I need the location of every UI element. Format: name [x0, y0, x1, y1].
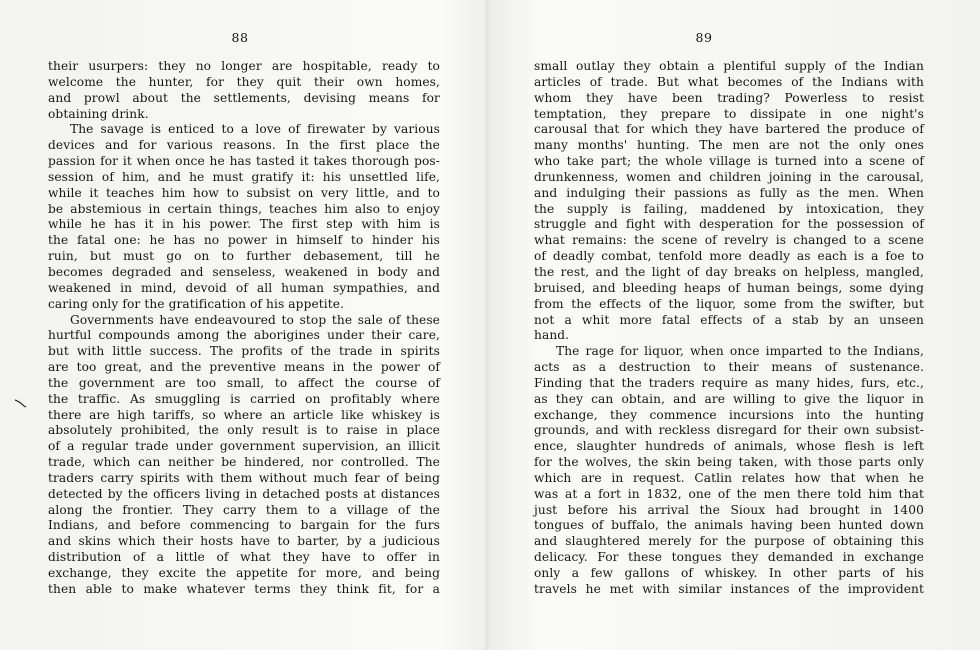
text-line: the fatal one: he has no power in himself to hinder his	[48, 233, 440, 248]
right-page-number: 89	[695, 30, 713, 45]
text-line: drunkenness, women and children joining in the carousal,	[534, 169, 924, 184]
text-line: trade, which can neither be hindered, nor controlled. The	[48, 455, 440, 470]
text-line: The savage is enticed to a love of firewater by various	[70, 122, 440, 137]
text-line: articles of trade. But what becomes of the Indians with	[534, 74, 924, 89]
text-line: traders carry spirits with them without much fear of being	[48, 470, 440, 485]
pencil-margin-mark	[14, 398, 28, 408]
text-line: from the effects of the liquor, some from the swifter, but	[534, 296, 924, 311]
text-line: the supply is failing, maddened by intoxication, they	[534, 201, 924, 216]
text-line: ence, slaughter hundreds of animals, whose flesh is left	[534, 439, 924, 454]
text-line: small outlay they obtain a plentiful supply of the Indian	[534, 59, 924, 73]
text-line: tongues of buffalo, the animals having been hunted down	[534, 518, 924, 533]
text-line: grounds, and with reckless disregard for their own subsist-	[534, 423, 924, 438]
right-page-text	[534, 59, 924, 598]
text-line: weakened in mind, devoid of all human sympathies, and	[48, 280, 440, 295]
text-line: struggle and fight with desperation for the possession of	[534, 217, 924, 232]
left-page-text	[48, 59, 440, 598]
text-line: passion for it when once he has tasted it takes thorough pos-	[48, 154, 440, 169]
text-line: for the wolves, the skin being taken, with those parts only	[534, 455, 924, 470]
text-line: bruised, and bleeding heaps of human beings, some dying	[534, 280, 924, 295]
text-line: of deadly combat, tenfold more deadly as each is a foe to	[534, 249, 924, 264]
text-line: while it teaches him how to subsist on very little, and to	[48, 185, 440, 200]
text-line: temptation, they prepare to dissipate in one night's	[534, 106, 924, 121]
text-line: who take part; the whole village is turned into a scene of	[534, 154, 924, 169]
text-line: the government are too small, to affect the course of	[48, 375, 440, 390]
text-line: The rage for liquor, when once imparted to the Indians,	[556, 344, 924, 359]
text-line: what remains: the scene of revelry is changed to a scene	[534, 233, 924, 248]
text-line: there are high tariffs, so where an article like whiskey is	[48, 407, 440, 422]
text-line: was at a fort in 1832, one of the men there told him that	[534, 486, 924, 501]
text-line: Finding that the traders require as many hides, furs, etc.,	[534, 375, 924, 390]
text-line: many months' hunting. The men are not the only ones	[534, 138, 924, 153]
text-line: becomes degraded and senseless, weakened in body and	[48, 264, 440, 279]
text-line: and skins which their hosts have to barter, by a judicious	[48, 534, 440, 549]
text-line: exchange, they excite the appetite for more, and being	[48, 566, 440, 580]
text-line: welcome the hunter, for they quit their own homes,	[48, 74, 440, 89]
text-line: hand.	[534, 328, 570, 343]
text-line: absolutely prohibited, the only result is to raise in place	[48, 423, 440, 438]
text-line: exchange, they commence incursions into the hunting	[534, 407, 924, 422]
text-line: caring only for the gratification of his appetite.	[48, 296, 345, 311]
text-line: acts as a destruction to their means of sustenance.	[534, 360, 924, 375]
text-line: distribution of a little of what they have to offer in	[48, 550, 440, 565]
text-line: and slaughtered merely for the purpose of obtaining this	[534, 534, 924, 549]
text-line: ruin, but must go on to further debasement, till he	[48, 249, 440, 264]
text-line: Indians, and before commencing to bargain for the furs	[48, 518, 440, 533]
text-line: the traffic. As smuggling is carried on profitably where	[48, 391, 440, 406]
text-line: obtaining drink.	[48, 106, 149, 121]
text-line: which are in request. Catlin relates how that when he	[534, 470, 924, 485]
text-line: their usurpers: they no longer are hospitable, ready to	[48, 59, 440, 73]
text-line: as they can obtain, and are willing to give the liquor in	[534, 391, 924, 406]
text-line: and indulging their passions as fully as the men. When	[534, 185, 924, 200]
text-line: along the frontier. They carry them to a village of the	[48, 502, 440, 517]
text-line: then able to make whatever terms they think fit, for a	[48, 581, 440, 596]
text-line: not a whit more fatal effects of a stab by an unseen	[534, 312, 924, 327]
book-gutter	[484, 0, 490, 650]
text-line: devices and for various reasons. In the first place the	[48, 138, 440, 153]
text-line: be abstemious in certain things, teaches him also to enjoy	[48, 201, 440, 216]
left-page-number: 88	[231, 30, 249, 45]
text-line: only a few gallons of whiskey. In other parts of his	[534, 566, 924, 580]
right-page	[534, 30, 924, 598]
text-line: delicacy. For these tongues they demanded in exchange	[534, 550, 924, 565]
text-line: carousal that for which they have bartered the produce of	[534, 122, 924, 137]
text-line: the rest, and the light of day breaks on helpless, mangled,	[534, 264, 924, 279]
text-line: are too great, and the preventive means in the power of	[48, 360, 440, 375]
text-line: travels he met with similar instances of the improvident	[534, 581, 924, 596]
text-line: Governments have endeavoured to stop the sale of these	[70, 312, 440, 327]
text-line: detected by the officers living in detached posts at distances	[48, 486, 440, 501]
text-line: but with little success. The profits of the trade in spirits	[48, 344, 440, 359]
left-page	[48, 30, 440, 598]
text-line: hurtful compounds among the aborigines under their care,	[48, 328, 440, 343]
text-line: and prowl about the settlements, devising means for	[48, 90, 440, 105]
text-line: session of him, and he must gratify it: his unsettled life,	[48, 169, 440, 184]
text-line: while he has it in his power. The first step with him is	[48, 217, 440, 232]
text-line: whom they have been trading? Powerless to resist	[534, 90, 924, 105]
text-line: of a regular trade under government supervision, an illicit	[48, 439, 440, 454]
text-line: just before his arrival the Sioux had brought in 1400	[534, 502, 924, 517]
